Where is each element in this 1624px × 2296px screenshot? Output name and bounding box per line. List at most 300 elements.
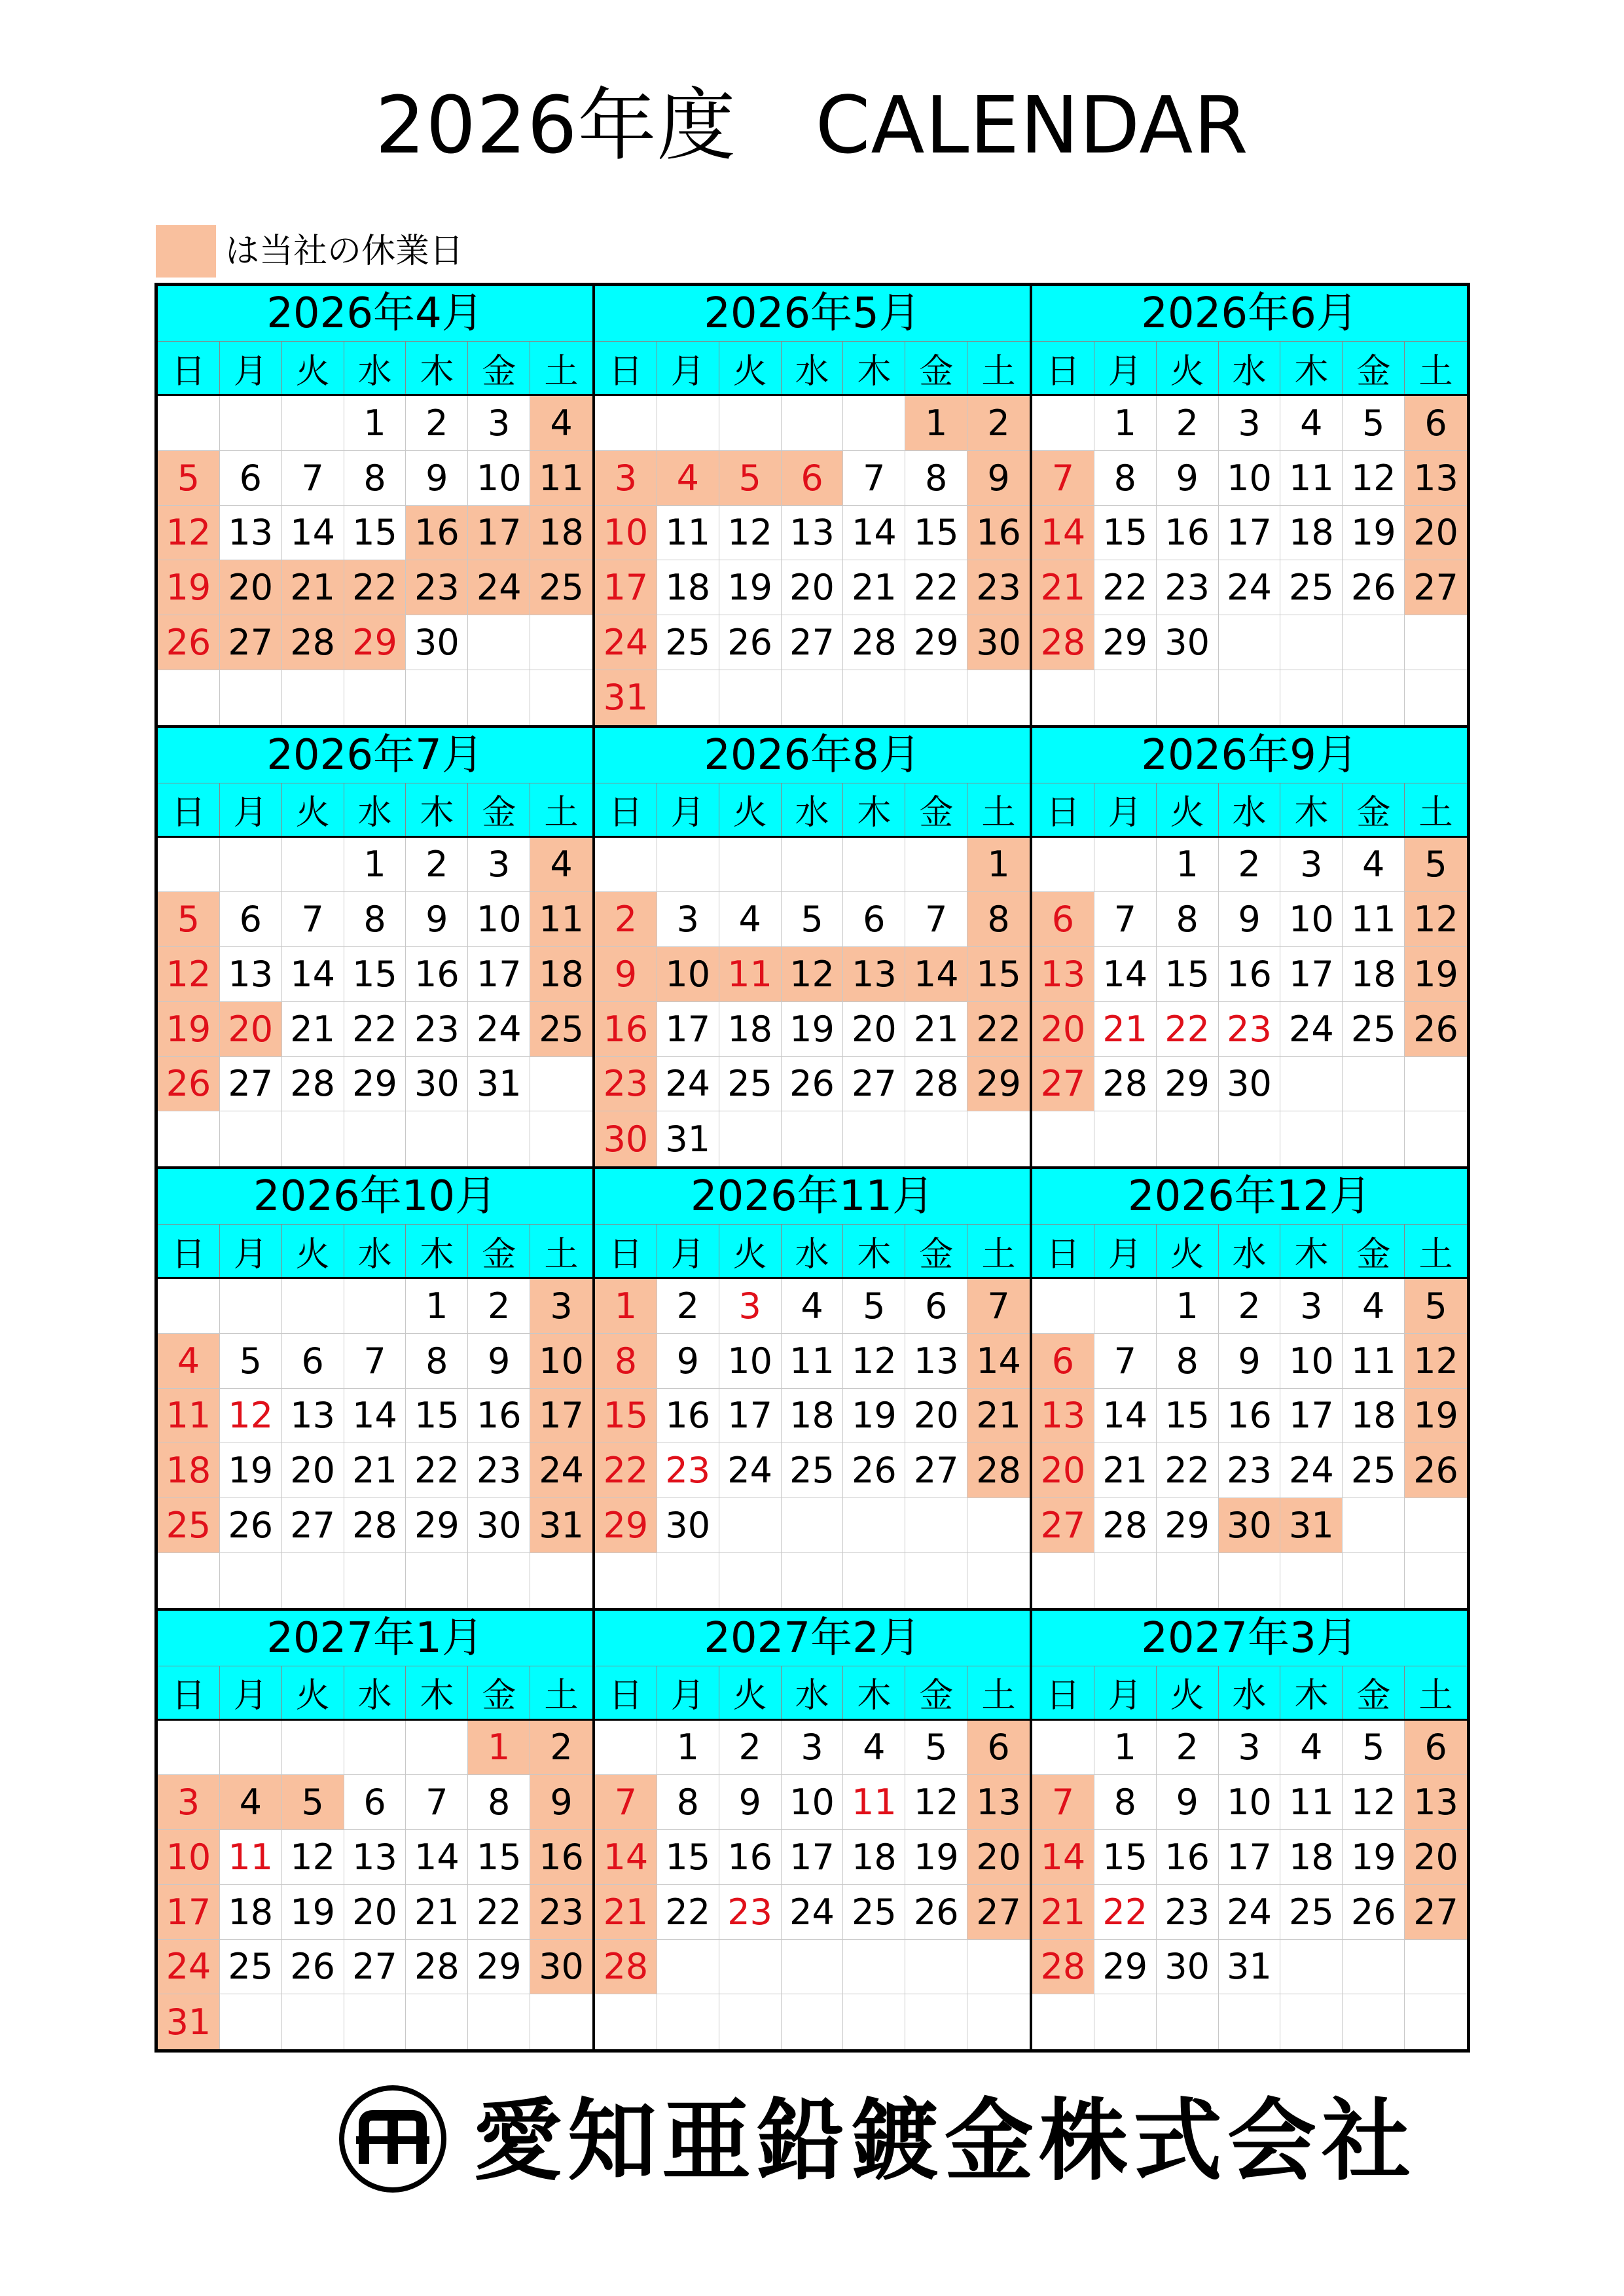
empty-day-cell bbox=[1343, 1057, 1405, 1112]
day-cell: 16 bbox=[719, 1830, 782, 1885]
day-cell: 14 bbox=[967, 1334, 1030, 1389]
day-cell: 21 bbox=[1094, 1002, 1157, 1057]
day-cell: 4 bbox=[657, 451, 719, 506]
empty-day-cell bbox=[1094, 1553, 1157, 1608]
day-cell: 18 bbox=[1343, 947, 1405, 1002]
day-cell: 3 bbox=[595, 451, 657, 506]
day-cell: 19 bbox=[158, 560, 220, 615]
day-cell: 29 bbox=[1094, 1940, 1157, 1995]
empty-day-cell bbox=[782, 1111, 844, 1166]
day-cell: 13 bbox=[1032, 947, 1094, 1002]
empty-day-cell bbox=[843, 1553, 905, 1608]
day-cell: 15 bbox=[1094, 506, 1157, 561]
day-cell: 30 bbox=[1219, 1498, 1281, 1553]
weekday-label: 水 bbox=[782, 783, 844, 836]
day-cell: 17 bbox=[1280, 1389, 1343, 1444]
empty-day-cell bbox=[158, 838, 220, 893]
empty-day-cell bbox=[719, 838, 782, 893]
day-cell: 10 bbox=[468, 892, 530, 947]
day-cell: 5 bbox=[158, 451, 220, 506]
month-title: 2026年11月 bbox=[595, 1169, 1030, 1225]
weekday-label: 月 bbox=[220, 783, 282, 836]
day-cell: 8 bbox=[344, 451, 406, 506]
weekday-label: 月 bbox=[220, 342, 282, 394]
empty-day-cell bbox=[782, 1498, 844, 1553]
day-cell: 9 bbox=[967, 451, 1030, 506]
day-cell: 2 bbox=[406, 396, 468, 451]
day-cell: 23 bbox=[530, 1885, 592, 1940]
weekday-label: 日 bbox=[158, 342, 220, 394]
empty-day-cell bbox=[657, 396, 719, 451]
day-cell: 11 bbox=[1280, 451, 1343, 506]
day-cell: 9 bbox=[1219, 892, 1281, 947]
empty-day-cell bbox=[782, 838, 844, 893]
weekday-label: 木 bbox=[1280, 342, 1343, 394]
empty-day-cell bbox=[1094, 1279, 1157, 1334]
day-cell: 18 bbox=[1280, 506, 1343, 561]
day-cell: 29 bbox=[595, 1498, 657, 1553]
day-cell: 28 bbox=[1094, 1498, 1157, 1553]
weekday-label: 土 bbox=[1418, 793, 1453, 833]
day-cell: 1 bbox=[595, 1279, 657, 1334]
calendar-grid bbox=[154, 283, 1470, 2053]
day-cell: 21 bbox=[843, 560, 905, 615]
day-cell: 22 bbox=[344, 1002, 406, 1057]
day-cell: 8 bbox=[406, 1334, 468, 1389]
empty-day-cell bbox=[719, 1994, 782, 2049]
day-cell: 23 bbox=[468, 1443, 530, 1498]
empty-day-cell bbox=[344, 1721, 406, 1776]
day-cell: 7 bbox=[1094, 892, 1157, 947]
day-cell: 30 bbox=[530, 1940, 592, 1995]
weekday-label: 金 bbox=[905, 1225, 967, 1277]
weekday-label: 金 bbox=[1343, 1225, 1405, 1277]
day-cell: 10 bbox=[530, 1334, 592, 1389]
day-cell: 26 bbox=[1405, 1443, 1467, 1498]
empty-day-cell bbox=[1405, 1057, 1467, 1112]
day-cell: 11 bbox=[657, 506, 719, 561]
empty-day-cell bbox=[344, 1994, 406, 2049]
weekday-label: 月 bbox=[220, 1225, 282, 1277]
weekday-label: 金 bbox=[468, 342, 530, 394]
empty-day-cell bbox=[967, 1940, 1030, 1995]
empty-day-cell bbox=[905, 1994, 967, 2049]
day-cell: 6 bbox=[967, 1721, 1030, 1776]
day-cell: 2 bbox=[530, 1721, 592, 1776]
day-cell: 22 bbox=[1094, 1885, 1157, 1940]
day-cell: 3 bbox=[468, 396, 530, 451]
day-cell: 14 bbox=[406, 1830, 468, 1885]
day-cell: 14 bbox=[595, 1830, 657, 1885]
day-cell: 18 bbox=[719, 1002, 782, 1057]
empty-day-cell bbox=[1343, 1940, 1405, 1995]
day-cell: 21 bbox=[1094, 1443, 1157, 1498]
day-cell: 27 bbox=[282, 1498, 344, 1553]
day-cell: 28 bbox=[1032, 1940, 1094, 1995]
day-cell: 14 bbox=[1032, 1830, 1094, 1885]
empty-day-cell bbox=[1405, 670, 1467, 725]
day-cell: 23 bbox=[1219, 1002, 1281, 1057]
day-cell: 24 bbox=[719, 1443, 782, 1498]
day-cell: 20 bbox=[1405, 506, 1467, 561]
day-cell: 22 bbox=[657, 1885, 719, 1940]
day-cell: 7 bbox=[905, 892, 967, 947]
empty-day-cell bbox=[1219, 1994, 1281, 2049]
empty-day-cell bbox=[843, 1111, 905, 1166]
weekday-label: 木 bbox=[843, 783, 905, 836]
weekday-label: 月 bbox=[657, 1225, 719, 1277]
empty-day-cell bbox=[905, 1553, 967, 1608]
day-cell: 14 bbox=[344, 1389, 406, 1444]
empty-day-cell bbox=[282, 1994, 344, 2049]
day-cell: 17 bbox=[468, 506, 530, 561]
empty-day-cell bbox=[530, 1553, 592, 1608]
weekday-label: 金 bbox=[1343, 783, 1405, 836]
day-cell: 4 bbox=[782, 1279, 844, 1334]
day-cell: 20 bbox=[967, 1830, 1030, 1885]
empty-day-cell bbox=[595, 1994, 657, 2049]
day-cell: 22 bbox=[1157, 1443, 1219, 1498]
day-cell: 23 bbox=[595, 1057, 657, 1112]
weekday-label: 火 bbox=[1157, 342, 1219, 394]
weekday-label: 土 bbox=[544, 351, 579, 391]
month-title: 2026年6月 bbox=[1032, 286, 1467, 342]
empty-day-cell bbox=[782, 1553, 844, 1608]
day-cell: 24 bbox=[158, 1940, 220, 1995]
day-cell: 25 bbox=[782, 1443, 844, 1498]
day-cell: 19 bbox=[1405, 947, 1467, 1002]
weekday-label: 月 bbox=[1094, 1666, 1157, 1719]
day-cell: 10 bbox=[1219, 1775, 1281, 1830]
month-title: 2026年12月 bbox=[1032, 1169, 1467, 1225]
day-cell: 27 bbox=[782, 615, 844, 670]
day-cell: 3 bbox=[657, 892, 719, 947]
day-cell: 12 bbox=[1405, 1334, 1467, 1389]
day-cell: 27 bbox=[843, 1057, 905, 1112]
month-block bbox=[1031, 726, 1468, 1168]
weekday-label: 水 bbox=[782, 342, 844, 394]
day-cell: 16 bbox=[1157, 506, 1219, 561]
weekday-label: 金 bbox=[905, 783, 967, 836]
day-cell: 13 bbox=[1405, 1775, 1467, 1830]
day-cell: 21 bbox=[905, 1002, 967, 1057]
weekday-label: 日 bbox=[1032, 1666, 1094, 1719]
empty-day-cell bbox=[468, 670, 530, 725]
day-cell: 7 bbox=[344, 1334, 406, 1389]
empty-day-cell bbox=[1032, 838, 1094, 893]
day-cell: 2 bbox=[1219, 838, 1281, 893]
empty-day-cell bbox=[843, 396, 905, 451]
day-cell: 2 bbox=[719, 1721, 782, 1776]
empty-day-cell bbox=[967, 670, 1030, 725]
month-days bbox=[158, 838, 592, 1167]
empty-day-cell bbox=[158, 1553, 220, 1608]
weekday-label: 日 bbox=[595, 783, 657, 836]
empty-day-cell bbox=[220, 1111, 282, 1166]
day-cell: 1 bbox=[967, 838, 1030, 893]
day-cell: 21 bbox=[282, 560, 344, 615]
day-cell: 17 bbox=[468, 947, 530, 1002]
day-cell: 11 bbox=[843, 1775, 905, 1830]
day-cell: 21 bbox=[406, 1885, 468, 1940]
weekday-label: 日 bbox=[158, 1225, 220, 1277]
day-cell: 1 bbox=[657, 1721, 719, 1776]
month-block bbox=[156, 285, 594, 726]
day-cell: 15 bbox=[1094, 1830, 1157, 1885]
day-cell: 19 bbox=[1405, 1389, 1467, 1444]
empty-day-cell bbox=[1219, 1111, 1281, 1166]
empty-day-cell bbox=[282, 1553, 344, 1608]
empty-day-cell bbox=[220, 1279, 282, 1334]
day-cell: 16 bbox=[967, 506, 1030, 561]
day-cell: 8 bbox=[657, 1775, 719, 1830]
day-cell: 6 bbox=[1405, 1721, 1467, 1776]
day-cell: 6 bbox=[1032, 1334, 1094, 1389]
day-cell: 18 bbox=[158, 1443, 220, 1498]
day-cell: 13 bbox=[967, 1775, 1030, 1830]
empty-day-cell bbox=[719, 670, 782, 725]
day-cell: 27 bbox=[344, 1940, 406, 1995]
day-cell: 18 bbox=[782, 1389, 844, 1444]
day-cell: 18 bbox=[220, 1885, 282, 1940]
day-cell: 3 bbox=[1280, 1279, 1343, 1334]
weekday-label: 日 bbox=[595, 1666, 657, 1719]
day-cell: 9 bbox=[406, 892, 468, 947]
day-cell: 17 bbox=[1280, 947, 1343, 1002]
day-cell: 16 bbox=[406, 947, 468, 1002]
day-cell: 24 bbox=[595, 615, 657, 670]
day-cell: 3 bbox=[468, 838, 530, 893]
month-days bbox=[158, 1279, 592, 1608]
weekday-label: 月 bbox=[1094, 342, 1157, 394]
day-cell: 12 bbox=[1343, 1775, 1405, 1830]
weekday-label: 火 bbox=[1157, 1225, 1219, 1277]
empty-day-cell bbox=[1405, 1940, 1467, 1995]
weekday-header bbox=[158, 1666, 592, 1721]
weekday-label: 火 bbox=[719, 342, 782, 394]
weekday-label: 土 bbox=[1418, 351, 1453, 391]
empty-day-cell bbox=[344, 670, 406, 725]
empty-day-cell bbox=[1280, 1553, 1343, 1608]
day-cell: 10 bbox=[158, 1830, 220, 1885]
day-cell: 11 bbox=[530, 892, 592, 947]
day-cell: 3 bbox=[719, 1279, 782, 1334]
weekday-label: 水 bbox=[344, 1666, 406, 1719]
day-cell: 6 bbox=[344, 1775, 406, 1830]
day-cell: 16 bbox=[657, 1389, 719, 1444]
day-cell: 28 bbox=[843, 615, 905, 670]
day-cell: 15 bbox=[595, 1389, 657, 1444]
day-cell: 17 bbox=[158, 1885, 220, 1940]
day-cell: 15 bbox=[905, 506, 967, 561]
day-cell: 27 bbox=[1405, 1885, 1467, 1940]
empty-day-cell bbox=[967, 1994, 1030, 2049]
weekday-label: 土 bbox=[1418, 1234, 1453, 1274]
day-cell: 18 bbox=[530, 506, 592, 561]
day-cell: 21 bbox=[344, 1443, 406, 1498]
day-cell: 29 bbox=[1157, 1057, 1219, 1112]
day-cell: 22 bbox=[468, 1885, 530, 1940]
day-cell: 30 bbox=[657, 1498, 719, 1553]
empty-day-cell bbox=[1032, 1721, 1094, 1776]
empty-day-cell bbox=[905, 1940, 967, 1995]
day-cell: 1 bbox=[468, 1721, 530, 1776]
empty-day-cell bbox=[1343, 670, 1405, 725]
day-cell: 30 bbox=[406, 615, 468, 670]
empty-day-cell bbox=[1343, 615, 1405, 670]
day-cell: 19 bbox=[1343, 506, 1405, 561]
month-title: 2026年9月 bbox=[1032, 728, 1467, 783]
month-title: 2026年10月 bbox=[158, 1169, 592, 1225]
day-cell: 29 bbox=[967, 1057, 1030, 1112]
day-cell: 22 bbox=[406, 1443, 468, 1498]
day-cell: 24 bbox=[1219, 1885, 1281, 1940]
empty-day-cell bbox=[782, 396, 844, 451]
empty-day-cell bbox=[468, 1994, 530, 2049]
day-cell: 26 bbox=[843, 1443, 905, 1498]
empty-day-cell bbox=[530, 615, 592, 670]
day-cell: 23 bbox=[1219, 1443, 1281, 1498]
day-cell: 10 bbox=[1280, 892, 1343, 947]
day-cell: 11 bbox=[1343, 892, 1405, 947]
empty-day-cell bbox=[905, 670, 967, 725]
day-cell: 21 bbox=[1032, 560, 1094, 615]
day-cell: 3 bbox=[1280, 838, 1343, 893]
day-cell: 29 bbox=[905, 615, 967, 670]
empty-day-cell bbox=[282, 1111, 344, 1166]
day-cell: 13 bbox=[282, 1389, 344, 1444]
empty-day-cell bbox=[468, 615, 530, 670]
day-cell: 7 bbox=[282, 451, 344, 506]
weekday-header bbox=[158, 342, 592, 396]
month-days bbox=[595, 1279, 1030, 1608]
weekday-label: 金 bbox=[468, 1666, 530, 1719]
day-cell: 26 bbox=[158, 615, 220, 670]
weekday-label: 土 bbox=[544, 1676, 579, 1715]
day-cell: 31 bbox=[158, 1994, 220, 2049]
empty-day-cell bbox=[1032, 1279, 1094, 1334]
empty-day-cell bbox=[595, 1553, 657, 1608]
weekday-label: 火 bbox=[719, 783, 782, 836]
day-cell: 4 bbox=[530, 396, 592, 451]
weekday-label: 日 bbox=[158, 1666, 220, 1719]
day-cell: 8 bbox=[595, 1334, 657, 1389]
empty-day-cell bbox=[595, 396, 657, 451]
month-days bbox=[595, 838, 1030, 1167]
day-cell: 9 bbox=[530, 1775, 592, 1830]
day-cell: 1 bbox=[406, 1279, 468, 1334]
day-cell: 15 bbox=[468, 1830, 530, 1885]
empty-day-cell bbox=[843, 1498, 905, 1553]
weekday-label: 水 bbox=[1219, 342, 1281, 394]
weekday-label: 木 bbox=[1280, 1666, 1343, 1719]
day-cell: 14 bbox=[282, 506, 344, 561]
day-cell: 29 bbox=[406, 1498, 468, 1553]
weekday-label: 木 bbox=[843, 1666, 905, 1719]
day-cell: 7 bbox=[595, 1775, 657, 1830]
day-cell: 9 bbox=[1219, 1334, 1281, 1389]
weekday-label: 木 bbox=[406, 1225, 468, 1277]
day-cell: 4 bbox=[220, 1775, 282, 1830]
empty-day-cell bbox=[282, 396, 344, 451]
day-cell: 12 bbox=[158, 506, 220, 561]
day-cell: 8 bbox=[1094, 451, 1157, 506]
weekday-header bbox=[595, 1666, 1030, 1721]
day-cell: 18 bbox=[1343, 1389, 1405, 1444]
empty-day-cell bbox=[719, 1498, 782, 1553]
day-cell: 2 bbox=[1157, 396, 1219, 451]
day-cell: 12 bbox=[843, 1334, 905, 1389]
day-cell: 16 bbox=[468, 1389, 530, 1444]
day-cell: 19 bbox=[282, 1885, 344, 1940]
day-cell: 2 bbox=[1219, 1279, 1281, 1334]
empty-day-cell bbox=[1157, 1553, 1219, 1608]
empty-day-cell bbox=[905, 1111, 967, 1166]
day-cell: 25 bbox=[1343, 1002, 1405, 1057]
empty-day-cell bbox=[719, 1940, 782, 1995]
day-cell: 27 bbox=[967, 1885, 1030, 1940]
day-cell: 23 bbox=[406, 560, 468, 615]
weekday-label: 日 bbox=[1032, 1225, 1094, 1277]
day-cell: 14 bbox=[282, 947, 344, 1002]
empty-day-cell bbox=[530, 1057, 592, 1112]
empty-day-cell bbox=[1094, 1994, 1157, 2049]
empty-day-cell bbox=[657, 838, 719, 893]
day-cell: 1 bbox=[344, 396, 406, 451]
day-cell: 20 bbox=[1405, 1830, 1467, 1885]
day-cell: 13 bbox=[220, 947, 282, 1002]
day-cell: 15 bbox=[344, 506, 406, 561]
day-cell: 7 bbox=[1032, 451, 1094, 506]
month-title: 2026年4月 bbox=[158, 286, 592, 342]
day-cell: 19 bbox=[843, 1389, 905, 1444]
empty-day-cell bbox=[1157, 1994, 1219, 2049]
day-cell: 6 bbox=[1405, 396, 1467, 451]
day-cell: 2 bbox=[967, 396, 1030, 451]
day-cell: 10 bbox=[468, 451, 530, 506]
empty-day-cell bbox=[1219, 670, 1281, 725]
day-cell: 10 bbox=[1280, 1334, 1343, 1389]
day-cell: 28 bbox=[967, 1443, 1030, 1498]
day-cell: 31 bbox=[1219, 1940, 1281, 1995]
weekday-label: 火 bbox=[719, 1666, 782, 1719]
day-cell: 26 bbox=[1343, 560, 1405, 615]
empty-day-cell bbox=[344, 1279, 406, 1334]
day-cell: 9 bbox=[406, 451, 468, 506]
day-cell: 15 bbox=[344, 947, 406, 1002]
day-cell: 26 bbox=[1343, 1885, 1405, 1940]
day-cell: 16 bbox=[1219, 947, 1281, 1002]
day-cell: 8 bbox=[468, 1775, 530, 1830]
empty-day-cell bbox=[905, 1498, 967, 1553]
day-cell: 4 bbox=[719, 892, 782, 947]
day-cell: 23 bbox=[406, 1002, 468, 1057]
day-cell: 27 bbox=[220, 615, 282, 670]
day-cell: 10 bbox=[1219, 451, 1281, 506]
weekday-label: 金 bbox=[468, 1225, 530, 1277]
day-cell: 31 bbox=[657, 1111, 719, 1166]
day-cell: 28 bbox=[344, 1498, 406, 1553]
empty-day-cell bbox=[657, 670, 719, 725]
empty-day-cell bbox=[595, 838, 657, 893]
month-block bbox=[156, 1609, 594, 2051]
day-cell: 30 bbox=[468, 1498, 530, 1553]
day-cell: 15 bbox=[406, 1389, 468, 1444]
empty-day-cell bbox=[1405, 1498, 1467, 1553]
company-crest-icon bbox=[339, 2085, 446, 2193]
day-cell: 9 bbox=[595, 947, 657, 1002]
weekday-label: 火 bbox=[1157, 1666, 1219, 1719]
